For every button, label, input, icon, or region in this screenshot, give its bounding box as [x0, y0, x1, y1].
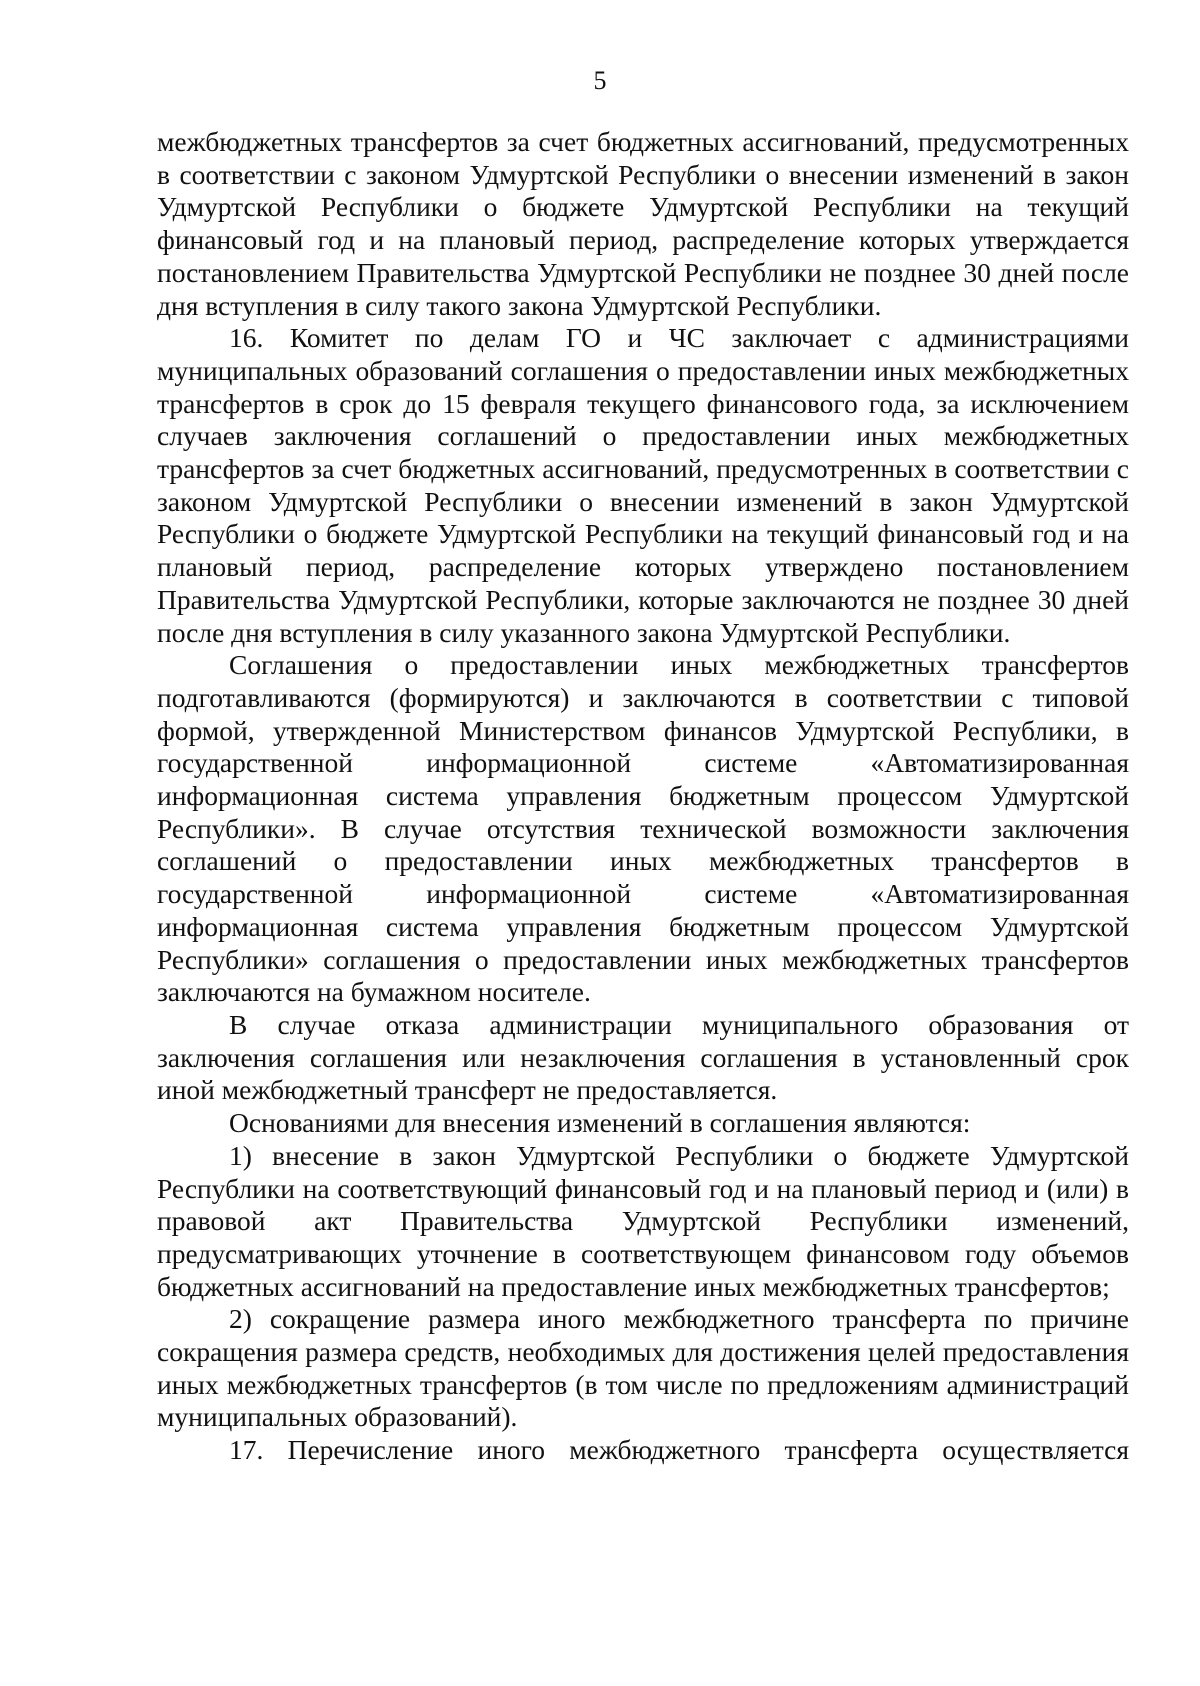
paragraph-grounds-heading: Основаниями для внесения изменений в соглашения являются:: [229, 1107, 971, 1139]
paragraph-refusal: В случае отказа администрации муниципального образования от заключения соглашения или незаключения соглашения в установленный срок иной межбюджетный трансферт не предоставляется.: [157, 1008, 1129, 1106]
paragraph-agreements-form: Соглашения о предоставлении иных межбюджетных трансфертов подготавливаются (формируются) и заключаются в соответствии с типовой формой, утвержденной Министерством финансов Удмуртской Республики, в государственной информационной системе «Автоматизированная информационная система управления бюджетным процессом Удмуртской Республики». В случае отсутствия технической возможности заключения соглашений о предоставлении иных межбюджетных трансфертов в государственной информационной системе «Автоматизированная информационная система управления бюджетным процессом Удмуртской Республики» соглашения о предоставлении иных межбюджетных трансфертов заключаются на бумажном носителе.: [157, 649, 1129, 1008]
page-number: 5: [593, 66, 607, 95]
paragraph-ground-2: 2) сокращение размера иного межбюджетного трансферта по причине сокращения размера средств, необходимых для достижения целей предоставления иных межбюджетных трансфертов (в том числе по предложениям администраций муниципальных образований).: [157, 1303, 1129, 1433]
paragraph-item-16: 16. Комитет по делам ГО и ЧС заключает с администрациями муниципальных образований соглашения о предоставлении иных межбюджетных трансфертов в срок до 15 февраля текущего финансового года, за исключением случаев заключения соглашений о предоставлении иных межбюджетных трансфертов за счет бюджетных ассигнований, предусмотренных в соответствии с законом Удмуртской Республики о внесении изменений в закон Удмуртской Республики о бюджете Удмуртской Республики на текущий финансовый год и на плановый период, распределение которых утверждено постановлением Правительства Удмуртской Республики, которые заключаются не позднее 30 дней после дня вступления в силу указанного закона Удмуртской Республики.: [157, 322, 1129, 648]
paragraph-continuation: межбюджетных трансфертов за счет бюджетных ассигнований, предусмотренных в соответствии с законом Удмуртской Республики о внесении изменений в закон Удмуртской Республики о бюджете Удмуртской Республики на текущий финансовый год и на плановый период, распределение которых утверждается постановлением Правительства Удмуртской Республики не позднее 30 дней после дня вступления в силу такого закона Удмуртской Республики.: [157, 126, 1129, 321]
document-body: [157, 126, 1129, 1467]
paragraph-item-17: 17. Перечисление иного межбюджетного трансферта осуществляется: [229, 1434, 1129, 1466]
paragraph-ground-1: 1) внесение в закон Удмуртской Республики о бюджете Удмуртской Республики на соответствующий финансовый год и на плановый период и (или) в правовой акт Правительства Удмуртской Республики изменений, предусматривающих уточнение в соответствующем финансовом году объемов бюджетных ассигнований на предоставление иных межбюджетных трансфертов;: [157, 1139, 1129, 1302]
